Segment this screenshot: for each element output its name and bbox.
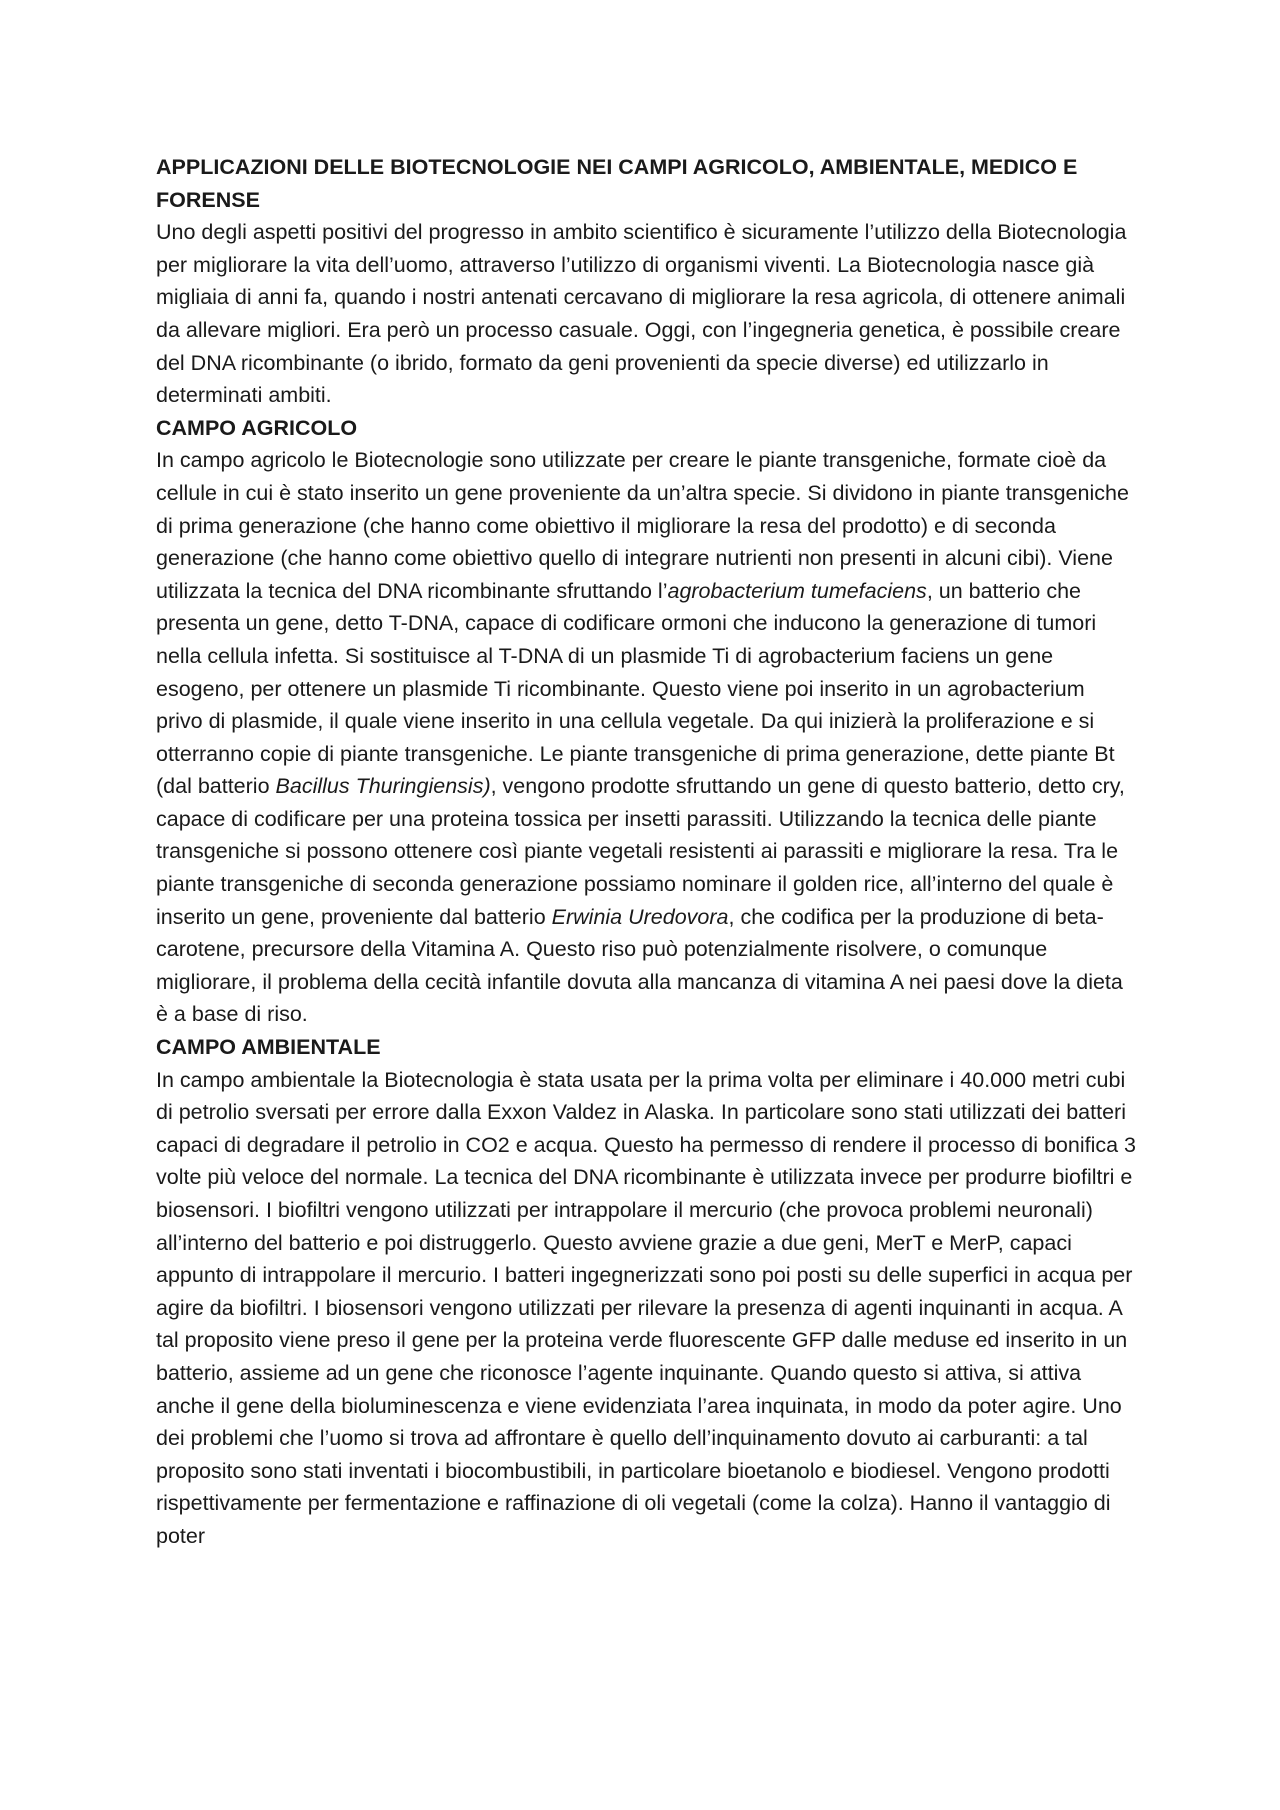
section-heading-agricolo: CAMPO AGRICOLO xyxy=(156,415,358,440)
document-page xyxy=(156,151,1136,1553)
agricolo-paragraph xyxy=(156,444,1136,1031)
agricolo-text-2: , un batterio che presenta un gene, detto T-DNA, capace di codificare ormoni che inducono la generazione di tumori nella cellula infetta. Si sostituisce al T-DNA di un plasmide Ti di agrobacterium faciens un gene esogeno, per ottenere un plasmide Ti ricombinante. Questo viene poi inserito in un agrobacterium privo di plasmide, il quale viene inserito in una cellula vegetale. Da qui inizierà la proliferazione e si otterranno copie di piante transgeniche. Le piante transgeniche di prima generazione, dette piante Bt (dal batterio xyxy=(156,578,1115,799)
agricolo-italic-2: Bacillus Thuringiensis) xyxy=(275,774,491,799)
intro-paragraph: Uno degli aspetti positivi del progresso in ambito scientifico è sicuramente l’utilizzo della Biotecnologia per migliorare la vita dell’uomo, attraverso l’utilizzo di organismi viventi. La Biotecnologia nasce già migliaia di anni fa, quando i nostri antenati cercavano di migliorare la resa agricola, di ottenere animali da allevare migliori. Era però un processo casuale. Oggi, con l’ingegneria genetica, è possibile creare del DNA ricombinante (o ibrido, formato da geni provenienti da specie diverse) ed utilizzarlo in determinati ambiti. xyxy=(156,220,1127,408)
agricolo-text-1: In campo agricolo le Biotecnologie sono utilizzate per creare le piante transgeniche, formate cioè da cellule in cui è stato inserito un gene proveniente da un’altra specie. Si dividono in piante transgeniche di prima generazione (che hanno come obiettivo il migliorare la resa del prodotto) e di seconda generazione (che hanno come obiettivo quello di integrare nutrienti non presenti in alcuni cibi). Viene utilizzata la tecnica del DNA ricombinante sfruttando l’ xyxy=(156,448,1129,603)
agricolo-text-3: , vengono prodotte sfruttando un gene di questo batterio, detto cry, capace di codificare per una proteina tossica per insetti parassiti. Utilizzando la tecnica delle piante transgeniche si possono ottenere così piante vegetali resistenti ai parassiti e migliorare la resa. Tra le piante transgeniche di seconda generazione possiamo nominare il golden rice, all’interno del quale è inserito un gene, proveniente dal batterio xyxy=(156,774,1125,929)
agricolo-italic-1: agrobacterium tumefaciens xyxy=(667,578,927,603)
ambientale-paragraph: In campo ambientale la Biotecnologia è stata usata per la prima volta per eliminare i 40.000 metri cubi di petrolio sversati per errore dalla Exxon Valdez in Alaska. In particolare sono stati utilizzati dei batteri capaci di degradare il petrolio in CO2 e acqua. Questo ha permesso di rendere il processo di bonifica 3 volte più veloce del normale. La tecnica del DNA ricombinante è utilizzata invece per produrre biofiltri e biosensori. I biofiltri vengono utilizzati per intrappolare il mercurio (che provoca problemi neuronali) all’interno del batterio e poi distruggerlo. Questo avviene grazie a due geni, MerT e MerP, capaci appunto di intrappolare il mercurio. I batteri ingegnerizzati sono poi posti su delle superfici in acqua per agire da biofiltri. I biosensori vengono utilizzati per rilevare la presenza di agenti inquinanti in acqua. A tal proposito viene preso il gene per la proteina verde fluorescente GFP dalle meduse ed inserito in un batterio, assieme ad un gene che riconosce l’agente inquinante. Quando questo si attiva, si attiva anche il gene della bioluminescenza e viene evidenziata l’area inquinata, in modo da poter agire. Uno dei problemi che l’uomo si trova ad affrontare è quello dell’inquinamento dovuto ai carburanti: a tal proposito sono stati inventati i biocombustibili, in particolare bioetanolo e biodiesel. Vengono prodotti rispettivamente per fermentazione e raffinazione di oli vegetali (come la colza). Hanno il vantaggio di poter xyxy=(156,1067,1137,1548)
agricolo-text-4: , che codifica per la produzione di beta-carotene, precursore della Vitamina A. Questo riso può potenzialmente risolvere, o comunque migliorare, il problema della cecità infantile dovuta alla mancanza di vitamina A nei paesi dove la dieta è a base di riso. xyxy=(156,904,1123,1027)
document-title: APPLICAZIONI DELLE BIOTECNOLOGIE NEI CAMPI AGRICOLO, AMBIENTALE, MEDICO E FORENSE xyxy=(156,155,1078,212)
agricolo-italic-3: Erwinia Uredovora xyxy=(551,904,729,929)
section-heading-ambientale: CAMPO AMBIENTALE xyxy=(156,1035,381,1060)
